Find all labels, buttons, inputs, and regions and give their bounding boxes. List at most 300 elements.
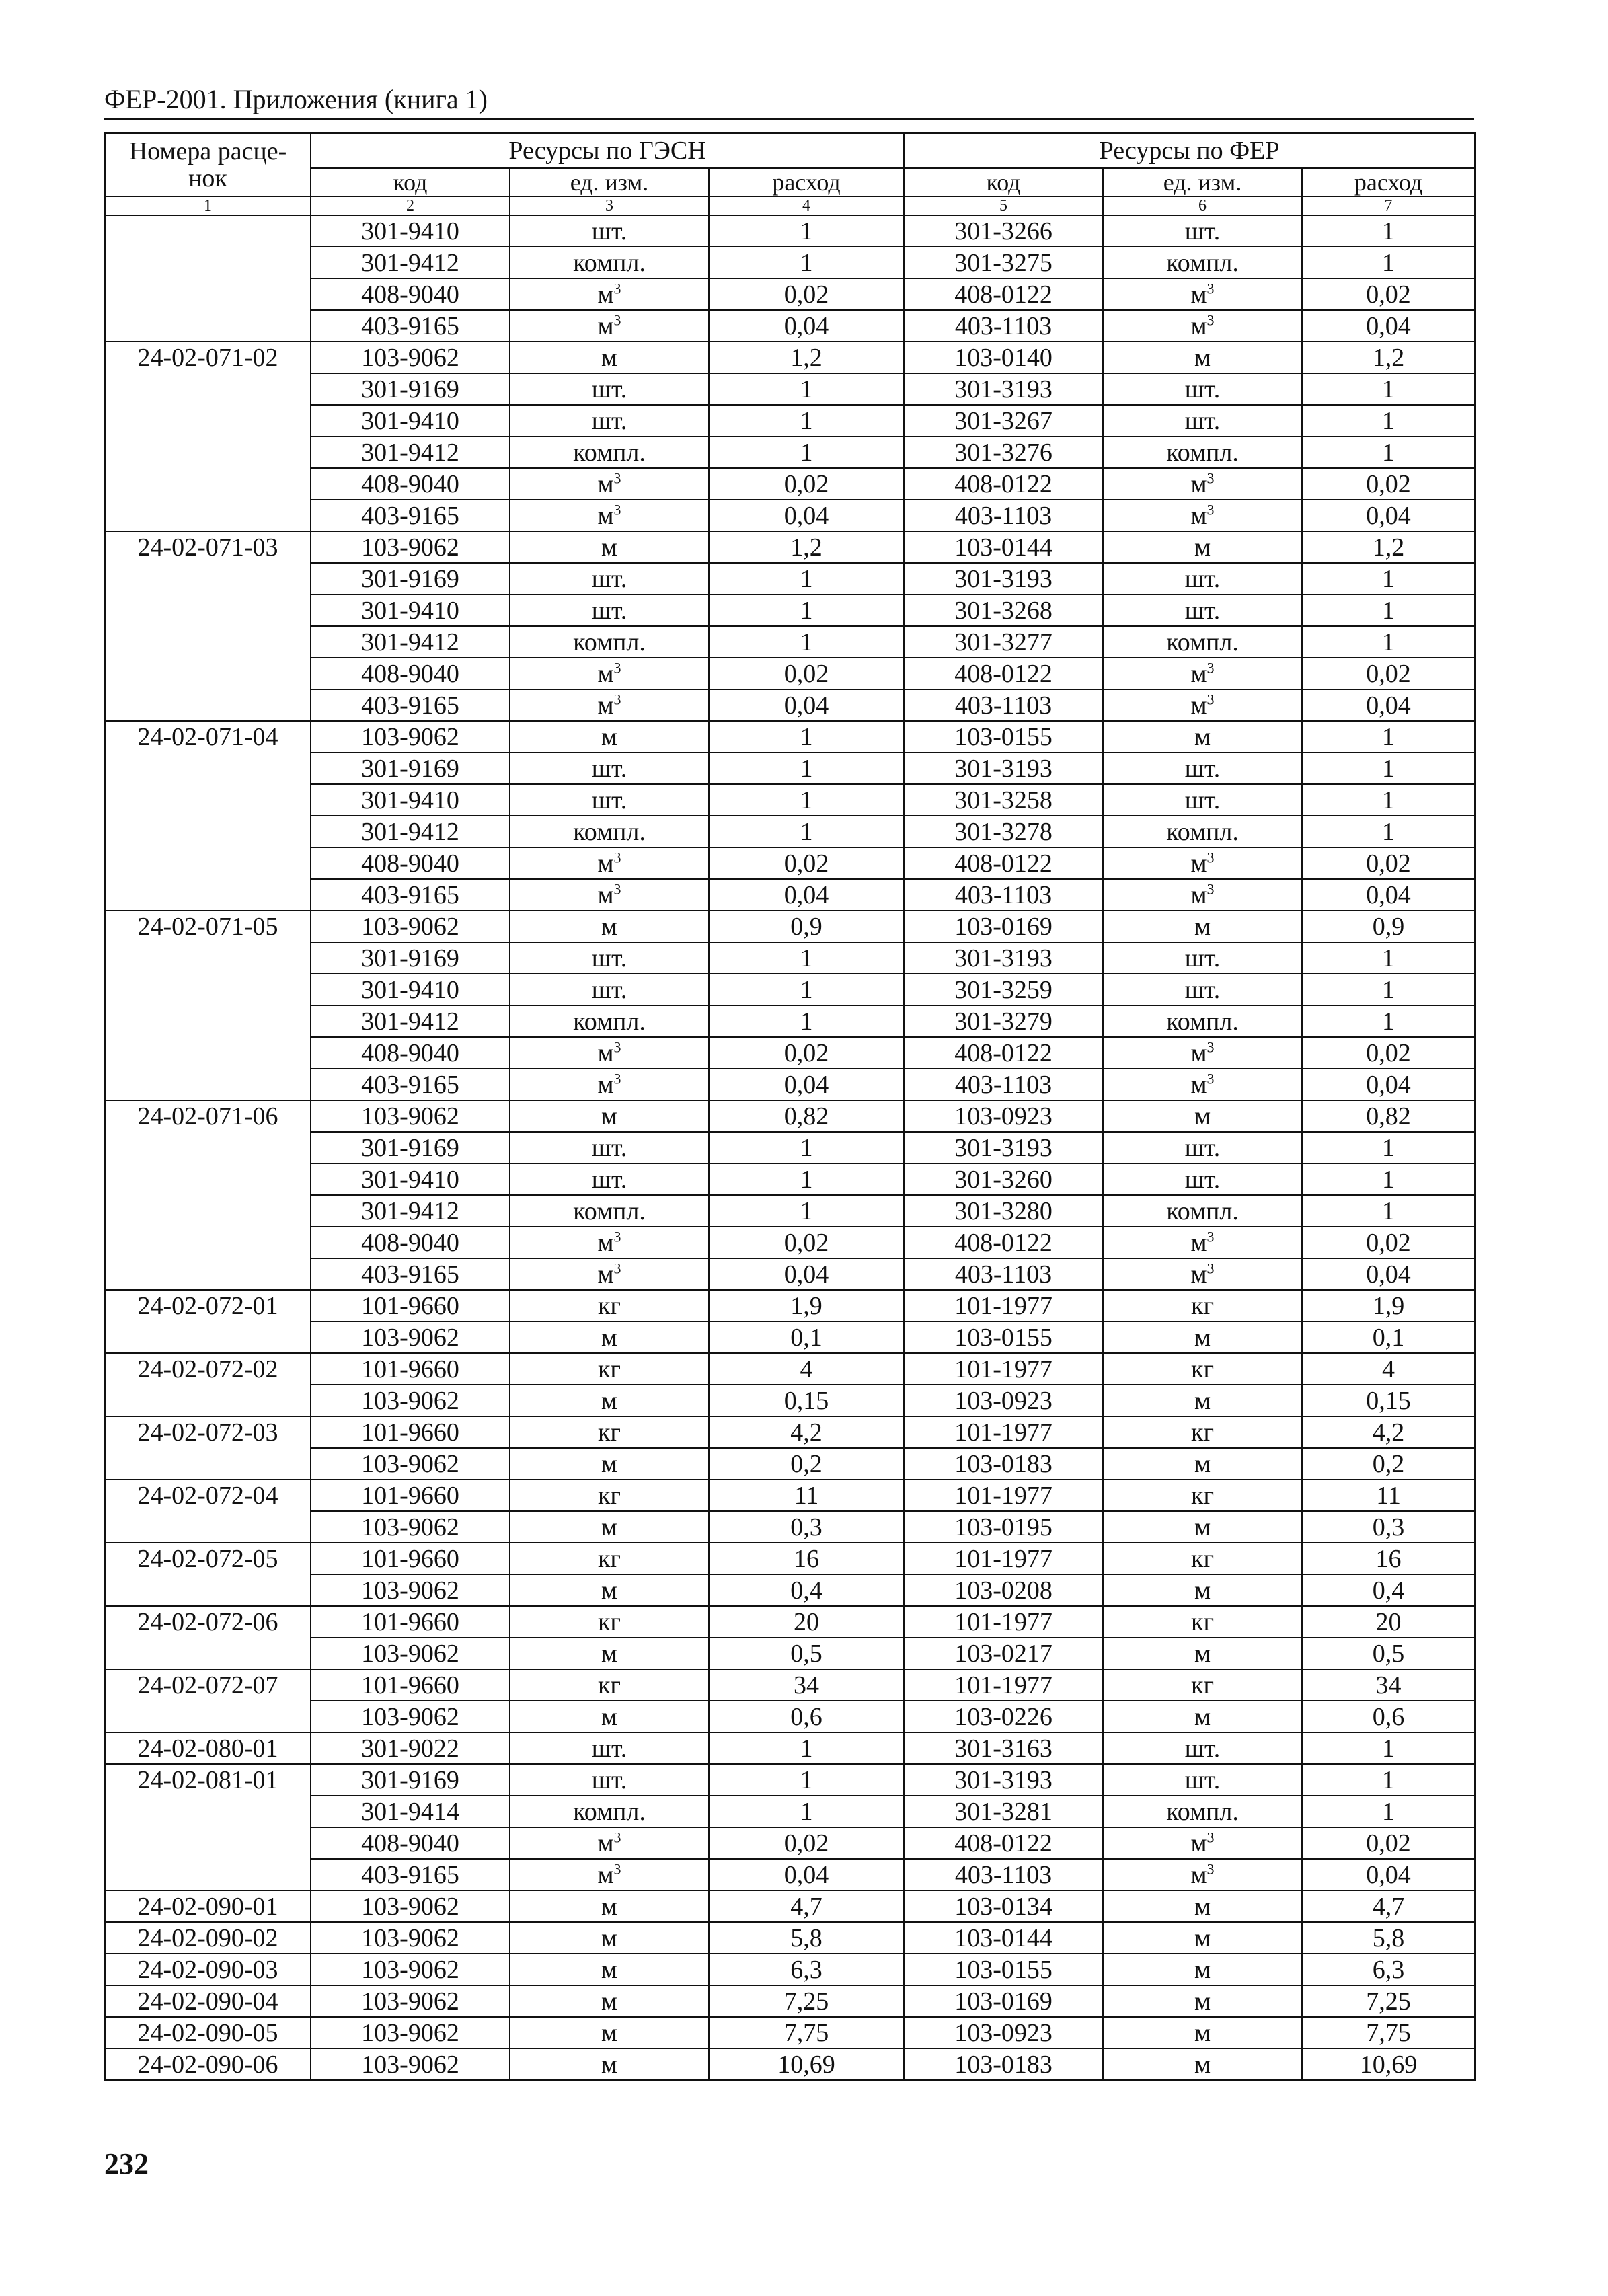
fer-unit-cell: м	[1103, 2017, 1302, 2049]
fer-unit-cell: м	[1103, 1385, 1302, 1416]
fer-qty-cell: 1	[1302, 436, 1475, 468]
fer-code-cell: 103-0155	[904, 1954, 1103, 1985]
fer-qty-cell: 1	[1302, 405, 1475, 436]
rate-number-cell	[105, 1701, 311, 1732]
rate-number-cell	[105, 500, 311, 531]
table-row	[105, 215, 1475, 247]
fer-unit-cell: компл.	[1103, 436, 1302, 468]
fer-qty-cell: 1	[1302, 974, 1475, 1005]
gesn-qty-cell: 0,6	[709, 1701, 904, 1732]
rate-number-cell	[105, 247, 311, 278]
gesn-unit-cell: м	[510, 1448, 709, 1480]
fer-code-cell: 103-0144	[904, 1922, 1103, 1954]
fer-code-cell: 103-0208	[904, 1574, 1103, 1606]
gesn-code-cell: 403-9165	[311, 500, 510, 531]
fer-code-cell: 301-3281	[904, 1796, 1103, 1827]
fer-qty-cell: 0,04	[1302, 1069, 1475, 1100]
table-row	[105, 1796, 1475, 1827]
table-row	[105, 1290, 1475, 1322]
fer-code-cell: 101-1977	[904, 1416, 1103, 1448]
gesn-unit-cell: кг	[510, 1353, 709, 1385]
header-fer-qty: расход	[1302, 168, 1475, 196]
table-row	[105, 2017, 1475, 2049]
rate-number-cell: 24-02-090-03	[105, 1954, 311, 1985]
gesn-unit-cell: шт.	[510, 942, 709, 974]
gesn-unit-cell: шт.	[510, 1732, 709, 1764]
fer-qty-cell: 0,02	[1302, 1037, 1475, 1069]
gesn-code-cell: 101-9660	[311, 1480, 510, 1511]
fer-unit-cell: м	[1103, 1638, 1302, 1669]
fer-qty-cell: 1	[1302, 626, 1475, 658]
fer-code-cell: 408-0122	[904, 1827, 1103, 1859]
gesn-code-cell: 301-9410	[311, 974, 510, 1005]
fer-code-cell: 103-0169	[904, 911, 1103, 942]
gesn-qty-cell: 1	[709, 626, 904, 658]
gesn-unit-cell: шт.	[510, 215, 709, 247]
fer-code-cell: 103-0923	[904, 1100, 1103, 1132]
gesn-unit-cell	[510, 500, 709, 531]
fer-qty-cell: 0,04	[1302, 500, 1475, 531]
header-fer-unit: ед. изм.	[1103, 168, 1302, 196]
fer-code-cell: 101-1977	[904, 1353, 1103, 1385]
gesn-qty-cell: 0,02	[709, 278, 904, 310]
fer-unit-cell: кг	[1103, 1543, 1302, 1574]
fer-qty-cell: 4,2	[1302, 1416, 1475, 1448]
gesn-unit-cell: кг	[510, 1416, 709, 1448]
fer-code-cell: 101-1977	[904, 1480, 1103, 1511]
gesn-code-cell: 301-9412	[311, 1005, 510, 1037]
fer-unit-cell: компл.	[1103, 626, 1302, 658]
unit-text: $м^3$	[597, 1038, 621, 1067]
rate-number-cell	[105, 1638, 311, 1669]
gesn-qty-cell: 1	[709, 1764, 904, 1796]
table-row	[105, 468, 1475, 500]
table-row	[105, 436, 1475, 468]
gesn-unit-cell: компл.	[510, 626, 709, 658]
fer-unit-cell: компл.	[1103, 816, 1302, 847]
fer-code-cell: 301-3258	[904, 784, 1103, 816]
gesn-qty-cell: 0,15	[709, 1385, 904, 1416]
gesn-qty-cell: 1	[709, 816, 904, 847]
gesn-unit-cell: компл.	[510, 816, 709, 847]
header-rule	[104, 118, 1474, 120]
unit-text: $м^3$	[1190, 500, 1215, 530]
column-number: 7	[1302, 196, 1475, 215]
fer-qty-cell: 11	[1302, 1480, 1475, 1511]
gesn-code-cell: 103-9062	[311, 1322, 510, 1353]
gesn-code-cell: 408-9040	[311, 1227, 510, 1258]
fer-qty-cell: 0,9	[1302, 911, 1475, 942]
table-row	[105, 1543, 1475, 1574]
rate-number-cell: 24-02-071-03	[105, 531, 311, 563]
fer-code-cell: 101-1977	[904, 1543, 1103, 1574]
gesn-code-cell: 103-9062	[311, 1574, 510, 1606]
fer-qty-cell: 1	[1302, 721, 1475, 753]
table-row	[105, 1322, 1475, 1353]
fer-code-cell: 103-0169	[904, 1985, 1103, 2017]
rate-number-cell	[105, 563, 311, 595]
fer-code-cell: 408-0122	[904, 1227, 1103, 1258]
gesn-unit-cell: м	[510, 1701, 709, 1732]
gesn-unit-cell: м	[510, 721, 709, 753]
table-row	[105, 1069, 1475, 1100]
gesn-code-cell: 103-9062	[311, 1922, 510, 1954]
fer-code-cell: 101-1977	[904, 1290, 1103, 1322]
fer-code-cell: 301-3266	[904, 215, 1103, 247]
table-row	[105, 1448, 1475, 1480]
gesn-code-cell: 403-9165	[311, 1859, 510, 1890]
unit-text: $м^3$	[1190, 1069, 1215, 1099]
fer-code-cell: 301-3163	[904, 1732, 1103, 1764]
gesn-qty-cell: 0,4	[709, 1574, 904, 1606]
fer-qty-cell: 0,02	[1302, 468, 1475, 500]
table-row	[105, 1100, 1475, 1132]
header-gesn-unit: ед. изм.	[510, 168, 709, 196]
fer-code-cell: 103-0144	[904, 531, 1103, 563]
gesn-qty-cell: 1	[709, 974, 904, 1005]
fer-qty-cell: 0,82	[1302, 1100, 1475, 1132]
fer-qty-cell: 1	[1302, 247, 1475, 278]
fer-code-cell: 301-3193	[904, 563, 1103, 595]
gesn-code-cell: 101-9660	[311, 1543, 510, 1574]
gesn-unit-cell: шт.	[510, 563, 709, 595]
page-number: 232	[104, 2147, 149, 2180]
gesn-qty-cell: 1	[709, 563, 904, 595]
fer-unit-cell: кг	[1103, 1606, 1302, 1638]
fer-qty-cell: 0,04	[1302, 689, 1475, 721]
gesn-unit-cell	[510, 847, 709, 879]
fer-qty-cell: 1	[1302, 1796, 1475, 1827]
fer-unit-cell	[1103, 658, 1302, 689]
gesn-unit-cell: шт.	[510, 373, 709, 405]
table-row	[105, 405, 1475, 436]
fer-qty-cell: 0,2	[1302, 1448, 1475, 1480]
table-row	[105, 1037, 1475, 1069]
table-row	[105, 1985, 1475, 2017]
rate-number-cell: 24-02-090-05	[105, 2017, 311, 2049]
gesn-code-cell: 301-9412	[311, 436, 510, 468]
table-row	[105, 1638, 1475, 1669]
unit-text: $м^3$	[1190, 469, 1215, 498]
fer-qty-cell: 0,02	[1302, 1827, 1475, 1859]
fer-unit-cell: шт.	[1103, 215, 1302, 247]
rate-number-cell	[105, 942, 311, 974]
gesn-unit-cell: компл.	[510, 436, 709, 468]
table-row	[105, 1574, 1475, 1606]
table-row	[105, 1353, 1475, 1385]
gesn-unit-cell: шт.	[510, 1163, 709, 1195]
gesn-code-cell: 301-9410	[311, 405, 510, 436]
gesn-code-cell: 103-9062	[311, 2017, 510, 2049]
gesn-qty-cell: 1	[709, 784, 904, 816]
fer-unit-cell: компл.	[1103, 247, 1302, 278]
unit-text: $м^3$	[1190, 1259, 1215, 1289]
table-row	[105, 1005, 1475, 1037]
table-row	[105, 689, 1475, 721]
gesn-qty-cell: 0,02	[709, 847, 904, 879]
rate-number-cell: 24-02-072-01	[105, 1290, 311, 1322]
fer-code-cell: 301-3279	[904, 1005, 1103, 1037]
rate-number-cell	[105, 1195, 311, 1227]
fer-code-cell: 301-3193	[904, 753, 1103, 784]
fer-qty-cell: 1	[1302, 1163, 1475, 1195]
fer-code-cell: 103-0195	[904, 1511, 1103, 1543]
gesn-unit-cell: шт.	[510, 974, 709, 1005]
gesn-qty-cell: 0,3	[709, 1511, 904, 1543]
fer-unit-cell	[1103, 1827, 1302, 1859]
fer-qty-cell: 0,15	[1302, 1385, 1475, 1416]
table-row	[105, 1416, 1475, 1448]
gesn-code-cell: 301-9412	[311, 1195, 510, 1227]
gesn-qty-cell: 1,9	[709, 1290, 904, 1322]
fer-code-cell: 403-1103	[904, 310, 1103, 342]
gesn-unit-cell: кг	[510, 1543, 709, 1574]
table-row	[105, 974, 1475, 1005]
gesn-code-cell: 403-9165	[311, 879, 510, 911]
table-row	[105, 721, 1475, 753]
header-fer-code: код	[904, 168, 1103, 196]
fer-unit-cell	[1103, 1227, 1302, 1258]
table-row	[105, 342, 1475, 373]
unit-text: $м^3$	[1190, 279, 1215, 309]
gesn-qty-cell: 1,2	[709, 531, 904, 563]
rate-number-cell: 24-02-072-06	[105, 1606, 311, 1638]
gesn-qty-cell: 10,69	[709, 2049, 904, 2080]
table-row	[105, 1954, 1475, 1985]
column-number: 1	[105, 196, 311, 215]
gesn-code-cell: 301-9410	[311, 1163, 510, 1195]
unit-text: $м^3$	[1190, 848, 1215, 878]
fer-code-cell: 101-1977	[904, 1606, 1103, 1638]
fer-code-cell: 403-1103	[904, 879, 1103, 911]
rate-number-cell	[105, 626, 311, 658]
unit-text: $м^3$	[597, 500, 621, 530]
rate-number-cell: 24-02-071-02	[105, 342, 311, 373]
gesn-code-cell: 301-9412	[311, 816, 510, 847]
column-number: 3	[510, 196, 709, 215]
gesn-unit-cell: шт.	[510, 784, 709, 816]
gesn-unit-cell	[510, 1037, 709, 1069]
fer-unit-cell	[1103, 278, 1302, 310]
fer-qty-cell: 0,6	[1302, 1701, 1475, 1732]
gesn-code-cell: 103-9062	[311, 1954, 510, 1985]
gesn-code-cell: 101-9660	[311, 1669, 510, 1701]
table-row	[105, 1732, 1475, 1764]
gesn-qty-cell: 0,04	[709, 1069, 904, 1100]
rate-number-cell: 24-02-090-06	[105, 2049, 311, 2080]
rate-number-cell	[105, 1574, 311, 1606]
gesn-unit-cell	[510, 468, 709, 500]
fer-unit-cell: компл.	[1103, 1195, 1302, 1227]
gesn-qty-cell: 0,04	[709, 1859, 904, 1890]
fer-unit-cell: м	[1103, 1511, 1302, 1543]
unit-text: $м^3$	[597, 1069, 621, 1099]
gesn-qty-cell: 1	[709, 436, 904, 468]
gesn-code-cell: 103-9062	[311, 2049, 510, 2080]
table-row	[105, 1163, 1475, 1195]
gesn-code-cell: 403-9165	[311, 689, 510, 721]
rate-number-cell	[105, 1448, 311, 1480]
gesn-code-cell: 403-9165	[311, 1258, 510, 1290]
gesn-code-cell: 301-9169	[311, 563, 510, 595]
gesn-qty-cell: 4,2	[709, 1416, 904, 1448]
rate-number-cell	[105, 1069, 311, 1100]
fer-qty-cell: 5,8	[1302, 1922, 1475, 1954]
gesn-code-cell: 301-9022	[311, 1732, 510, 1764]
gesn-unit-cell: шт.	[510, 1132, 709, 1163]
gesn-unit-cell	[510, 1069, 709, 1100]
fer-qty-cell: 16	[1302, 1543, 1475, 1574]
gesn-qty-cell: 0,02	[709, 468, 904, 500]
unit-text: $м^3$	[1190, 1227, 1215, 1257]
gesn-qty-cell: 1	[709, 373, 904, 405]
gesn-unit-cell: компл.	[510, 1796, 709, 1827]
fer-qty-cell: 0,02	[1302, 847, 1475, 879]
table-row	[105, 879, 1475, 911]
gesn-unit-cell: компл.	[510, 1195, 709, 1227]
fer-qty-cell: 0,3	[1302, 1511, 1475, 1543]
unit-text: $м^3$	[597, 690, 621, 720]
gesn-qty-cell: 5,8	[709, 1922, 904, 1954]
fer-code-cell: 301-3193	[904, 373, 1103, 405]
gesn-qty-cell: 7,75	[709, 2017, 904, 2049]
fer-qty-cell: 0,4	[1302, 1574, 1475, 1606]
fer-code-cell: 301-3267	[904, 405, 1103, 436]
fer-unit-cell	[1103, 879, 1302, 911]
gesn-qty-cell: 1	[709, 405, 904, 436]
rate-number-cell	[105, 278, 311, 310]
gesn-code-cell: 301-9169	[311, 753, 510, 784]
unit-text: $м^3$	[1190, 1828, 1215, 1858]
gesn-code-cell: 103-9062	[311, 721, 510, 753]
gesn-code-cell: 103-9062	[311, 1100, 510, 1132]
gesn-unit-cell	[510, 310, 709, 342]
fer-qty-cell: 6,3	[1302, 1954, 1475, 1985]
fer-unit-cell	[1103, 847, 1302, 879]
table-row	[105, 531, 1475, 563]
gesn-code-cell: 101-9660	[311, 1416, 510, 1448]
fer-unit-cell: кг	[1103, 1353, 1302, 1385]
gesn-unit-cell: м	[510, 1954, 709, 1985]
fer-code-cell: 301-3277	[904, 626, 1103, 658]
fer-unit-cell: м	[1103, 1922, 1302, 1954]
fer-qty-cell: 0,5	[1302, 1638, 1475, 1669]
fer-unit-cell	[1103, 1859, 1302, 1890]
column-number: 6	[1103, 196, 1302, 215]
gesn-unit-cell: м	[510, 911, 709, 942]
table-row	[105, 784, 1475, 816]
fer-qty-cell: 1	[1302, 1195, 1475, 1227]
table-row	[105, 847, 1475, 879]
rate-number-cell	[105, 373, 311, 405]
gesn-code-cell: 101-9660	[311, 1353, 510, 1385]
unit-text: $м^3$	[1190, 658, 1215, 688]
rate-number-cell	[105, 595, 311, 626]
fer-qty-cell: 1	[1302, 753, 1475, 784]
gesn-unit-cell: компл.	[510, 247, 709, 278]
unit-text: $м^3$	[597, 279, 621, 309]
fer-qty-cell: 1	[1302, 1132, 1475, 1163]
gesn-unit-cell	[510, 879, 709, 911]
gesn-code-cell: 103-9062	[311, 531, 510, 563]
gesn-unit-cell: м	[510, 2049, 709, 2080]
column-number: 2	[311, 196, 510, 215]
gesn-code-cell: 403-9165	[311, 1069, 510, 1100]
gesn-code-cell: 408-9040	[311, 1827, 510, 1859]
fer-code-cell: 301-3280	[904, 1195, 1103, 1227]
gesn-qty-cell: 4,7	[709, 1890, 904, 1922]
gesn-unit-cell: м	[510, 1385, 709, 1416]
gesn-unit-cell: шт.	[510, 1764, 709, 1796]
gesn-code-cell: 301-9410	[311, 595, 510, 626]
rate-number-cell	[105, 974, 311, 1005]
fer-unit-cell: м	[1103, 1890, 1302, 1922]
gesn-code-cell: 103-9062	[311, 342, 510, 373]
fer-qty-cell: 10,69	[1302, 2049, 1475, 2080]
gesn-qty-cell: 1	[709, 247, 904, 278]
table-row	[105, 658, 1475, 689]
fer-qty-cell: 0,02	[1302, 1227, 1475, 1258]
table-row	[105, 500, 1475, 531]
gesn-unit-cell: кг	[510, 1290, 709, 1322]
gesn-qty-cell: 1	[709, 1732, 904, 1764]
fer-unit-cell	[1103, 689, 1302, 721]
fer-qty-cell: 1,9	[1302, 1290, 1475, 1322]
gesn-qty-cell: 4	[709, 1353, 904, 1385]
unit-text: $м^3$	[597, 880, 621, 909]
gesn-code-cell: 301-9169	[311, 373, 510, 405]
fer-qty-cell: 4,7	[1302, 1890, 1475, 1922]
table-row	[105, 373, 1475, 405]
fer-unit-cell: шт.	[1103, 1132, 1302, 1163]
unit-text: $м^3$	[597, 1860, 621, 1889]
gesn-code-cell: 408-9040	[311, 278, 510, 310]
gesn-unit-cell: кг	[510, 1606, 709, 1638]
fer-qty-cell: 0,02	[1302, 278, 1475, 310]
gesn-qty-cell: 1	[709, 215, 904, 247]
gesn-code-cell: 103-9062	[311, 1511, 510, 1543]
table-row	[105, 1669, 1475, 1701]
table-row	[105, 1701, 1475, 1732]
fer-code-cell: 403-1103	[904, 1258, 1103, 1290]
fer-unit-cell: м	[1103, 1701, 1302, 1732]
unit-text: $м^3$	[597, 848, 621, 878]
gesn-code-cell: 101-9660	[311, 1290, 510, 1322]
gesn-unit-cell: м	[510, 2017, 709, 2049]
gesn-code-cell: 301-9412	[311, 626, 510, 658]
fer-qty-cell: 7,75	[1302, 2017, 1475, 2049]
fer-qty-cell: 1	[1302, 215, 1475, 247]
gesn-qty-cell: 20	[709, 1606, 904, 1638]
fer-code-cell: 101-1977	[904, 1669, 1103, 1701]
fer-code-cell: 403-1103	[904, 1859, 1103, 1890]
table-row	[105, 310, 1475, 342]
fer-code-cell: 408-0122	[904, 278, 1103, 310]
gesn-code-cell: 103-9062	[311, 1985, 510, 2017]
gesn-code-cell: 103-9062	[311, 911, 510, 942]
fer-unit-cell: кг	[1103, 1669, 1302, 1701]
fer-unit-cell: кг	[1103, 1290, 1302, 1322]
fer-unit-cell: шт.	[1103, 1732, 1302, 1764]
fer-qty-cell: 20	[1302, 1606, 1475, 1638]
table-row	[105, 278, 1475, 310]
gesn-code-cell: 301-9414	[311, 1796, 510, 1827]
fer-code-cell: 403-1103	[904, 1069, 1103, 1100]
gesn-code-cell: 408-9040	[311, 468, 510, 500]
fer-unit-cell: м	[1103, 1985, 1302, 2017]
gesn-qty-cell: 1,2	[709, 342, 904, 373]
fer-unit-cell: м	[1103, 1574, 1302, 1606]
